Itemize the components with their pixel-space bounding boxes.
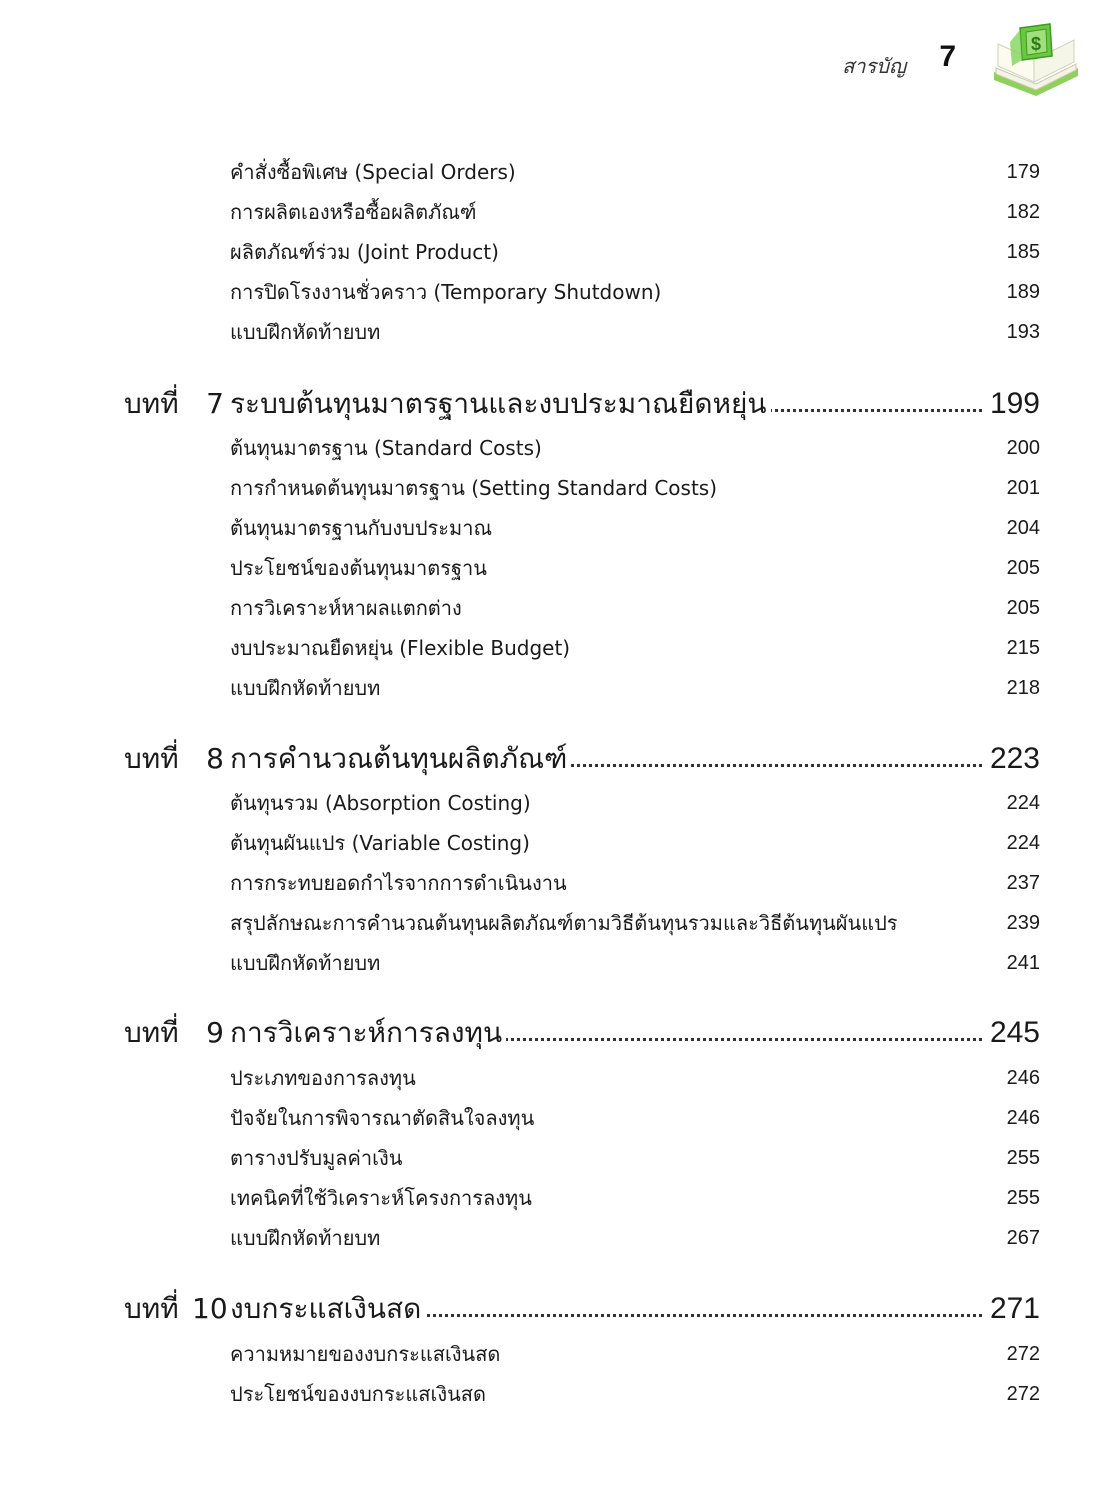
toc-item[interactable]	[230, 472, 1040, 504]
toc-item-page: 205	[1006, 597, 1040, 619]
toc-item[interactable]	[230, 512, 1040, 544]
chapter-title: ระบบต้นทุนมาตรฐานและงบประมาณยืดหยุ่น	[230, 383, 771, 425]
toc-item[interactable]	[230, 156, 1040, 188]
toc-item[interactable]	[230, 236, 1040, 268]
toc-item-title: การวิเคราะห์หาผลแตกต่าง	[230, 596, 462, 620]
toc-item-title: การผลิตเองหรือซื้อผลิตภัณฑ์	[230, 200, 477, 224]
toc-item[interactable]	[230, 1378, 1040, 1410]
toc-item[interactable]	[230, 947, 1040, 979]
toc-item[interactable]	[230, 1102, 1040, 1134]
toc-item[interactable]	[230, 432, 1040, 464]
toc-item[interactable]	[230, 1222, 1040, 1254]
toc-item[interactable]	[230, 1142, 1040, 1174]
toc-item-title: เทคนิคที่ใช้วิเคราะห์โครงการลงทุน	[230, 1186, 532, 1210]
toc-item[interactable]	[230, 552, 1040, 584]
chapter-label: บทที่	[124, 742, 179, 775]
chapter-number: 7	[206, 387, 224, 420]
chapter-number: 8	[206, 742, 224, 775]
toc-item-page: 267	[1006, 1227, 1040, 1249]
toc-item-page: 246	[1006, 1067, 1040, 1089]
toc-chapter-8[interactable]	[124, 738, 1040, 780]
toc-item-title: ตารางปรับมูลค่าเงิน	[230, 1146, 403, 1170]
page-header	[0, 36, 1102, 106]
chapter-number: 9	[206, 1016, 224, 1049]
toc-item[interactable]	[230, 592, 1040, 624]
chapter-page: 245	[986, 1012, 1040, 1054]
toc-item-page: 204	[1006, 517, 1040, 539]
toc-item-title: ผลิตภัณฑ์ร่วม (Joint Product)	[230, 240, 499, 264]
chapter-page: 271	[986, 1288, 1040, 1330]
chapter-label: บทที่	[124, 1016, 179, 1049]
toc-item-title: แบบฝึกหัดท้ายบท	[230, 676, 381, 700]
toc-item-page: 224	[1006, 792, 1040, 814]
chapter-label: บทที่	[124, 1292, 179, 1325]
toc-item-title: ต้นทุนรวม (Absorption Costing)	[230, 791, 531, 815]
toc-item-page: 179	[1006, 161, 1040, 183]
chapter-title: งบกระแสเงินสด	[230, 1288, 425, 1330]
toc-item-title: การปิดโรงงานชั่วคราว (Temporary Shutdown)	[230, 280, 662, 304]
toc-item-page: 201	[1006, 477, 1040, 499]
toc-chapter-7[interactable]	[124, 383, 1040, 425]
toc-chapter-10[interactable]	[124, 1288, 1040, 1330]
toc-item-page: 255	[1006, 1187, 1040, 1209]
toc-item-title: ประโยชน์ของงบกระแสเงินสด	[230, 1382, 486, 1406]
toc-item-page: 185	[1006, 241, 1040, 263]
toc-item-page: 272	[1006, 1343, 1040, 1365]
chapter-label: บทที่	[124, 387, 179, 420]
toc-item[interactable]	[230, 867, 1040, 899]
toc-item-page: 200	[1006, 437, 1040, 459]
toc-item-title: ประโยชน์ของต้นทุนมาตรฐาน	[230, 556, 487, 580]
chapter-page: 223	[986, 738, 1040, 780]
toc-item-page: 224	[1006, 832, 1040, 854]
toc-item-title: ปัจจัยในการพิจารณาตัดสินใจลงทุน	[230, 1106, 535, 1130]
toc-item[interactable]	[230, 632, 1040, 664]
toc-item-title: ความหมายของงบกระแสเงินสด	[230, 1342, 501, 1366]
toc-item-page: 189	[1006, 281, 1040, 303]
toc-item-page: 272	[1006, 1383, 1040, 1405]
toc-item[interactable]	[230, 1338, 1040, 1370]
toc-item-page: 205	[1006, 557, 1040, 579]
toc-item-title: สรุปลักษณะการคำนวณต้นทุนผลิตภัณฑ์ตามวิธีต้นทุนรวมและวิธีต้นทุนผันแปร	[230, 911, 898, 935]
toc-item-title: ประเภทของการลงทุน	[230, 1066, 416, 1090]
toc-item-title: ต้นทุนผันแปร (Variable Costing)	[230, 831, 530, 855]
toc-item[interactable]	[230, 1062, 1040, 1094]
toc-item-title: ต้นทุนมาตรฐาน (Standard Costs)	[230, 436, 542, 460]
toc-item[interactable]	[230, 907, 1040, 939]
toc-item-title: คำสั่งซื้อพิเศษ (Special Orders)	[230, 160, 516, 184]
page-number: 7	[939, 40, 956, 73]
chapter-page: 199	[986, 383, 1040, 425]
toc-item-page: 237	[1006, 872, 1040, 894]
toc-item-page: 218	[1006, 677, 1040, 699]
toc-item-title: แบบฝึกหัดท้ายบท	[230, 320, 381, 344]
toc-chapter-9[interactable]	[124, 1012, 1040, 1054]
toc-item-page: 246	[1006, 1107, 1040, 1129]
toc-item-title: การกำหนดต้นทุนมาตรฐาน (Setting Standard Costs)	[230, 476, 718, 500]
toc-item-title: แบบฝึกหัดท้ายบท	[230, 951, 381, 975]
toc-item-title: ต้นทุนมาตรฐานกับงบประมาณ	[230, 516, 493, 540]
toc-item-title: การกระทบยอดกำไรจากการดำเนินงาน	[230, 871, 567, 895]
chapter-number: 10	[192, 1292, 228, 1325]
toc-item-page: 215	[1006, 637, 1040, 659]
toc-item[interactable]	[230, 196, 1040, 228]
svg-text:$: $	[1031, 34, 1042, 54]
money-book-icon	[990, 22, 1082, 98]
toc-item[interactable]	[230, 787, 1040, 819]
toc-item-title: แบบฝึกหัดท้ายบท	[230, 1226, 381, 1250]
toc-item[interactable]	[230, 827, 1040, 859]
toc-item[interactable]	[230, 276, 1040, 308]
toc-item[interactable]	[230, 672, 1040, 704]
toc-item-page: 241	[1006, 952, 1040, 974]
toc-item-page: 193	[1006, 321, 1040, 343]
section-label: สารบัญ	[842, 54, 906, 78]
toc-item-title: งบประมาณยืดหยุ่น (Flexible Budget)	[230, 636, 571, 660]
chapter-title: การคำนวณต้นทุนผลิตภัณฑ์	[230, 738, 571, 780]
toc-item-page: 239	[1006, 912, 1040, 934]
toc-item[interactable]	[230, 316, 1040, 348]
toc-item-page: 182	[1006, 201, 1040, 223]
toc-item[interactable]	[230, 1182, 1040, 1214]
toc-item-page: 255	[1006, 1147, 1040, 1169]
chapter-title: การวิเคราะห์การลงทุน	[230, 1012, 506, 1054]
